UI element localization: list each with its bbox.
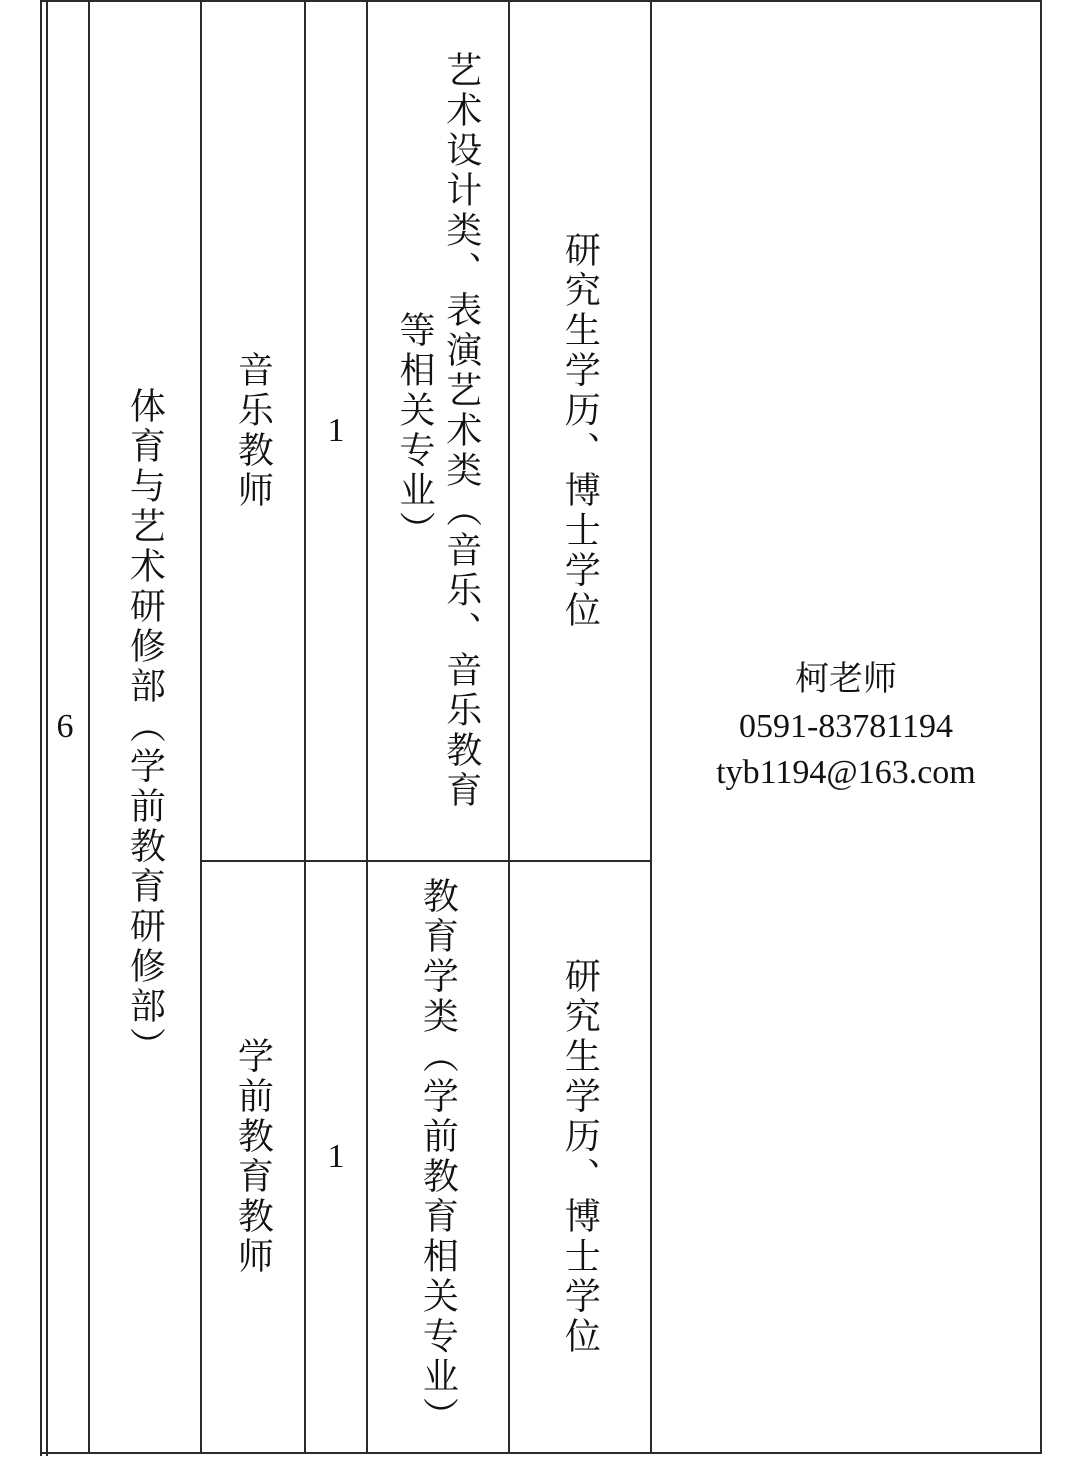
cell-contact xyxy=(651,1,1041,1453)
contact-phone: 0591-83781194 xyxy=(738,707,954,745)
contact-email: tyb1194@163.com xyxy=(716,754,976,792)
major-text-wrap xyxy=(368,45,508,817)
cell-degree-music xyxy=(509,1,651,861)
cell-post-preschool xyxy=(201,861,305,1453)
cell-post-music xyxy=(201,1,305,861)
degree-text-wrap xyxy=(510,225,650,637)
department-label: 体育与艺术研修部（学前教育研修部） xyxy=(125,387,166,1067)
table-row xyxy=(41,1,1041,861)
cell-department xyxy=(89,1,201,1453)
table-bottom-border xyxy=(40,1452,1040,1454)
degree-label: 研究生学历、博士学位 xyxy=(560,957,601,1357)
post-label: 音乐教师 xyxy=(233,351,274,511)
degree-text-wrap xyxy=(510,951,650,1363)
contact-name: 柯老师 xyxy=(795,660,897,698)
major-label: 教育学类（学前教育相关专业） xyxy=(418,877,459,1437)
department-text-wrap xyxy=(90,381,200,1073)
cell-count-preschool: 1 xyxy=(305,861,367,1453)
cell-major-preschool xyxy=(367,861,509,1453)
cell-degree-preschool xyxy=(509,861,651,1453)
post-text-wrap xyxy=(202,1031,304,1283)
post-text-wrap xyxy=(202,345,304,517)
cell-row-number: 6 xyxy=(41,1,89,1453)
major-label: 艺术设计类、表演艺术类（音乐、音乐教育等相关专业） xyxy=(395,51,482,811)
recruitment-table xyxy=(40,0,1042,1454)
post-label: 学前教育教师 xyxy=(233,1037,274,1277)
major-text-wrap xyxy=(368,871,508,1443)
degree-label: 研究生学历、博士学位 xyxy=(560,231,601,631)
cell-major-music xyxy=(367,1,509,861)
cell-count-music: 1 xyxy=(305,1,367,861)
